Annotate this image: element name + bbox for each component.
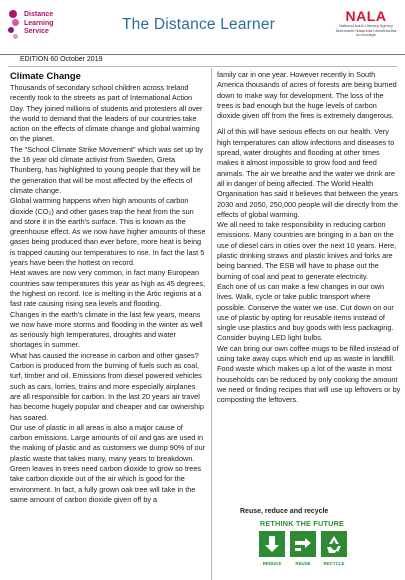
header-divider bbox=[8, 66, 397, 67]
reduce-label: REDUCE bbox=[262, 561, 282, 566]
reduce-icon bbox=[259, 531, 285, 557]
newsletter-title: The Distance Learner bbox=[122, 16, 276, 33]
paragraph: We all need to take responsibility in reducing carbon emissions. Many countries are bringing in a ban on the use of diesel cars in cities over the next 10 years. Here, plastic drinking straws and plastic knives and forks are being banned. The ESB will have to phase out the burning of coal and peat to generate electricity. bbox=[217, 220, 397, 281]
paragraph: We can bring our own coffee mugs to be filled instead of using take away cups which end up as waste in landfill. Food waste which makes up a lot of the waste in most households can be reduced by only cooking the amount we need or finding recipes that will use up leftovers or by composting the leftovers. bbox=[217, 343, 401, 405]
paragraph: Green leaves in trees need carbon dioxide to grow so trees take carbon dioxide out of the air which is good for the environment. In fact, a fully grown oak tree will take in the same amount of carbon dioxide given off by a bbox=[10, 463, 202, 504]
edition-label: EDITION 60 October 2019 bbox=[20, 56, 103, 63]
article-column-right bbox=[217, 70, 401, 406]
paragraph: Global warming happens when high amounts of carbon dioxide (CO₂) and other gases trap the heat from the sun and store it in the earth's surface. This is known as the greenhouse effect. As we now have higher amounts of these gases being produced than ever before, more heat is being is trapped causing our temperatures to rise. In fact the last 5 years have been the hottest on record. bbox=[10, 196, 206, 268]
recycle-label: RECYCLE bbox=[323, 561, 345, 566]
paragraph: Thousands of secondary school children across Ireland recently took to the streets as part of International Action Day. They joined millions of students and protesters all over the world to demand that the leaders of our countries take action on the effects of climate change and global warming on the planet. bbox=[10, 83, 203, 144]
logo-line-3: Service bbox=[24, 28, 49, 35]
recycle-icon bbox=[321, 531, 347, 557]
reuse-label: REUSE bbox=[295, 561, 311, 566]
closing-line: Reuse, reduce and recycle bbox=[240, 508, 329, 515]
paragraph: Each one of us can make a few changes in our own lives. Walk, cycle or take public transport where possible. Conserve the water we use. Cut down on our use of plastic by opting for reusable items instead of single use plastics and buy goods with less packaging. Consider buying LED light bulbs. bbox=[217, 281, 394, 343]
paragraph: What has caused the increase in carbon and other gases? Carbon is produced from the burning of fuels such as coal, turf, timber and oil. Emissions from diesel powered vehicles such as cars, lorries, trains and more especially airplanes are all responsible for carbon. In the last 20 years air travel has become hugely popular and cheaper and car ownership has soared. bbox=[10, 350, 204, 422]
nala-wordmark: NALA bbox=[345, 8, 387, 24]
paragraph: The "School Climate Strike Movement" which was set up by the 16 year old climate activist from Sweden, Greta Thunberg, has highlighted to young people that they will be the generation that will be most affected by the effects of climate change. bbox=[10, 144, 203, 195]
rethink-title: RETHINK THE FUTURE bbox=[259, 519, 345, 528]
paragraph: Changes in the earth's climate in the last few years, means we now have more storms and flooding in the winter as well as seriously high temperatures, droughts and water shortages in summer. bbox=[10, 309, 203, 350]
paragraph: Our use of plastic in all areas is also a major cause of carbon emissions. Large amounts of oil and gas are used in the making of plastic and as customers we dump 90% of our plastic waste that takes many, many years to breakdown. bbox=[10, 422, 206, 463]
column-divider bbox=[211, 68, 212, 580]
article-column-left bbox=[10, 70, 206, 505]
distance-learning-logo bbox=[8, 8, 78, 48]
logo-mark-icon bbox=[8, 10, 22, 44]
nala-subtitle-en: National Adult Literacy Agency bbox=[338, 23, 394, 28]
rethink-graphic bbox=[255, 519, 349, 573]
paragraph: family car in one year. However recently in South America thousands of acres of forests are being burned down to make way for development. The loss of the trees is bad enough but the huge levels of carbon dioxide given off from the fires is extremely dangerous. bbox=[217, 70, 397, 121]
paragraph: All of this will have serious effects on our health. Very high temperatures can allow infections and diseases to spread, water droughts and flooding at other times makes it almost impossible to grow food and feed animals. The air we breathe and the water we drink are all in danger of being affected. The World Health Organisation has said it believes that between the years 2030 and 2050, 250,000 people will die directly from the effects of global warming. bbox=[217, 127, 398, 219]
nala-logo bbox=[333, 8, 399, 48]
paragraph: Heat waves are now very common, in fact many European countries saw temperatures this year as high as 45 degrees, the highest on record. Ice is melting in the Artic regions at a fast rate causing rising sea levels and flooding. bbox=[10, 268, 206, 309]
page-header bbox=[0, 0, 405, 52]
logo-line-2: Learning bbox=[24, 19, 54, 27]
nala-subtitle-ga: Áisíneacht Náisiúnta Litearthachta do Aosaigh bbox=[335, 27, 397, 38]
article-heading: Climate Change bbox=[10, 70, 81, 81]
logo-line-1: Distance bbox=[24, 11, 54, 18]
reuse-icon bbox=[290, 531, 316, 557]
